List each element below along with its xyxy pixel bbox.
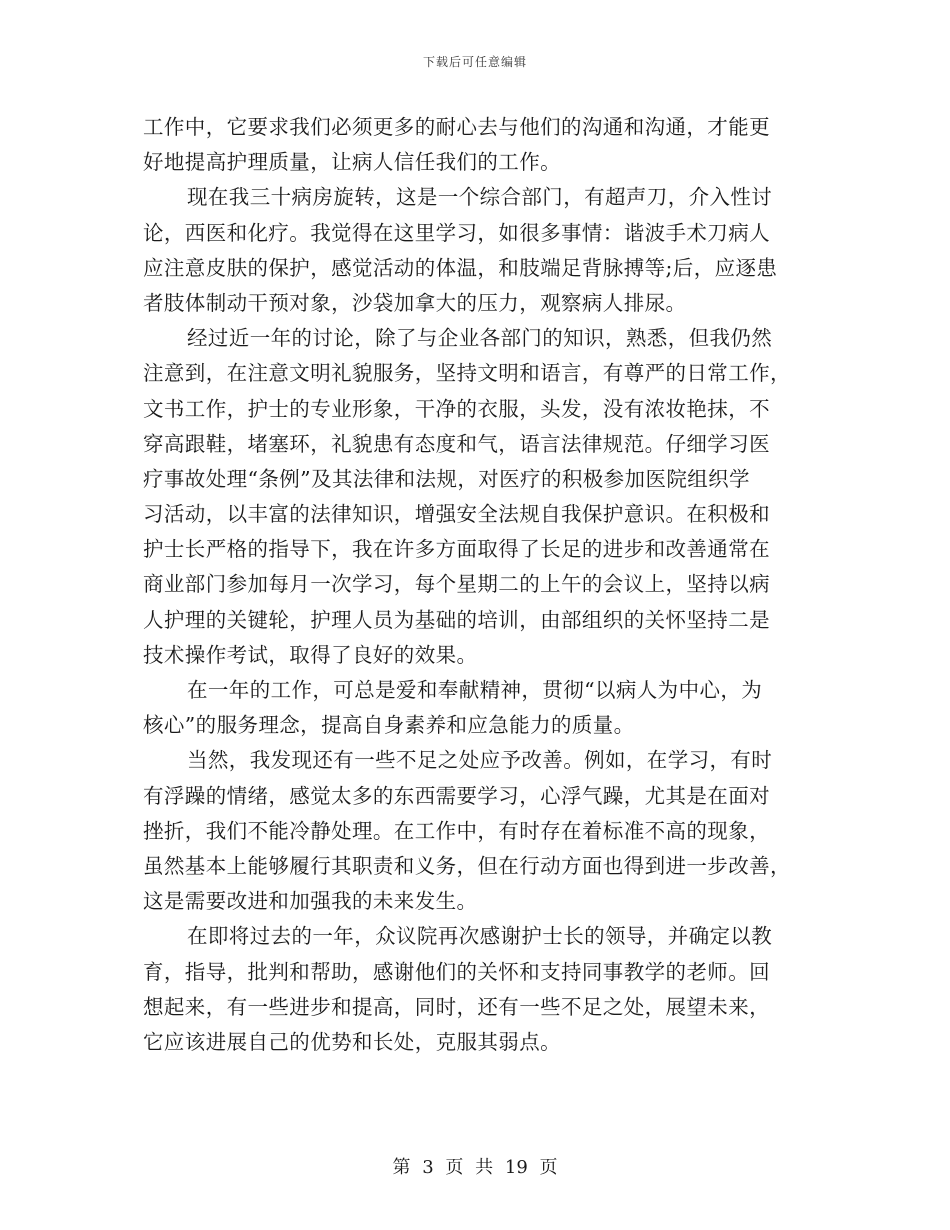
text-line: 习活动，以丰富的法律知识，增强安全法规自我保护意识。在积极和 (143, 502, 770, 527)
text-line: 人护理的关键轮，护理人员为基础的培训，由部组织的关怀坚持二是 (143, 607, 770, 632)
text-line: 工作中，它要求我们必须更多的耐心去与他们的沟通和沟通，才能更 (143, 115, 770, 139)
current-page-number: 3 (422, 1157, 434, 1178)
page-footer (0, 1153, 950, 1179)
text-line: 论，西医和化疗。我觉得在这里学习，如很多事情：谐波手术刀病人 (143, 220, 770, 245)
text-line: 技术操作考试，取得了良好的效果。 (143, 642, 478, 667)
total-page-count: 19 (504, 1157, 528, 1178)
footer-prefix: 第 (392, 1157, 411, 1178)
body-text (143, 110, 808, 1060)
text-line: 当然，我发现还有一些不足之处应予改善。例如，在学习，有时 (187, 748, 773, 773)
text-line: 护士长严格的指导下，我在许多方面取得了长足的进步和改善通常在 (143, 537, 770, 562)
text-line: 在一年的工作，可总是爱和奉献精神，贯彻“以病人为中心，为 (187, 678, 763, 702)
text-line: 应注意皮肤的保护，感觉活动的体温，和肢端足背脉搏等;后，应逐患 (143, 255, 778, 280)
text-line: 注意到，在注意文明礼貌服务，坚持文明和语言，有尊严的日常工作， (143, 361, 791, 386)
text-line: 挫折，我们不能冷静处理。在工作中，有时存在着标准不高的现象， (143, 818, 770, 843)
text-line: 疗事故处理“条例”及其法律和法规，对医疗的积极参加医院组织学 (143, 466, 750, 491)
text-line: 在即将过去的一年，众议院再次感谢护士长的领导，并确定以教 (187, 924, 773, 949)
text-line: 虽然基本上能够履行其职责和义务，但在行动方面也得到进一步改善， (143, 853, 791, 878)
text-line: 现在我三十病房旋转，这是一个综合部门，有超声刀，介入性讨 (187, 185, 773, 210)
text-line: 商业部门参加每月一次学习，每个星期二的上午的会议上，坚持以病 (143, 572, 770, 597)
text-line: 者肢体制动干预对象，沙袋加拿大的压力，观察病人排尿。 (143, 290, 687, 315)
page-header: 下载后可任意编辑 (422, 55, 527, 69)
footer-suffix: 页 (539, 1157, 558, 1178)
text-line: 它应该进展自己的优势和长处，克服其弱点。 (143, 1029, 561, 1054)
text-line: 想起来，有一些进步和提高，同时，还有一些不足之处，展望未来， (143, 994, 770, 1019)
footer-page-label: 页 (445, 1157, 464, 1178)
text-line: 好地提高护理质量，让病人信任我们的工作。 (143, 150, 561, 175)
text-line: 这是需要改进和加强我的未来发生。 (143, 889, 478, 914)
text-line: 穿高跟鞋，堵塞环，礼貌患有态度和气，语言法律规范。仔细学习医 (143, 431, 770, 456)
text-line: 有浮躁的情绪，感觉太多的东西需要学习，心浮气躁，尤其是在面对 (143, 783, 770, 808)
text-line: 核心”的服务理念，提高自身素养和应急能力的质量。 (143, 713, 635, 738)
text-line: 文书工作，护士的专业形象，干净的衣服，头发，没有浓妆艳抹，不 (143, 396, 770, 421)
text-line: 经过近一年的讨论，除了与企业各部门的知识，熟悉，但我仍然 (187, 326, 773, 351)
footer-total-label: 共 (475, 1157, 494, 1178)
text-line: 育，指导，批判和帮助，感谢他们的关怀和支持同事教学的老师。回 (143, 959, 770, 984)
